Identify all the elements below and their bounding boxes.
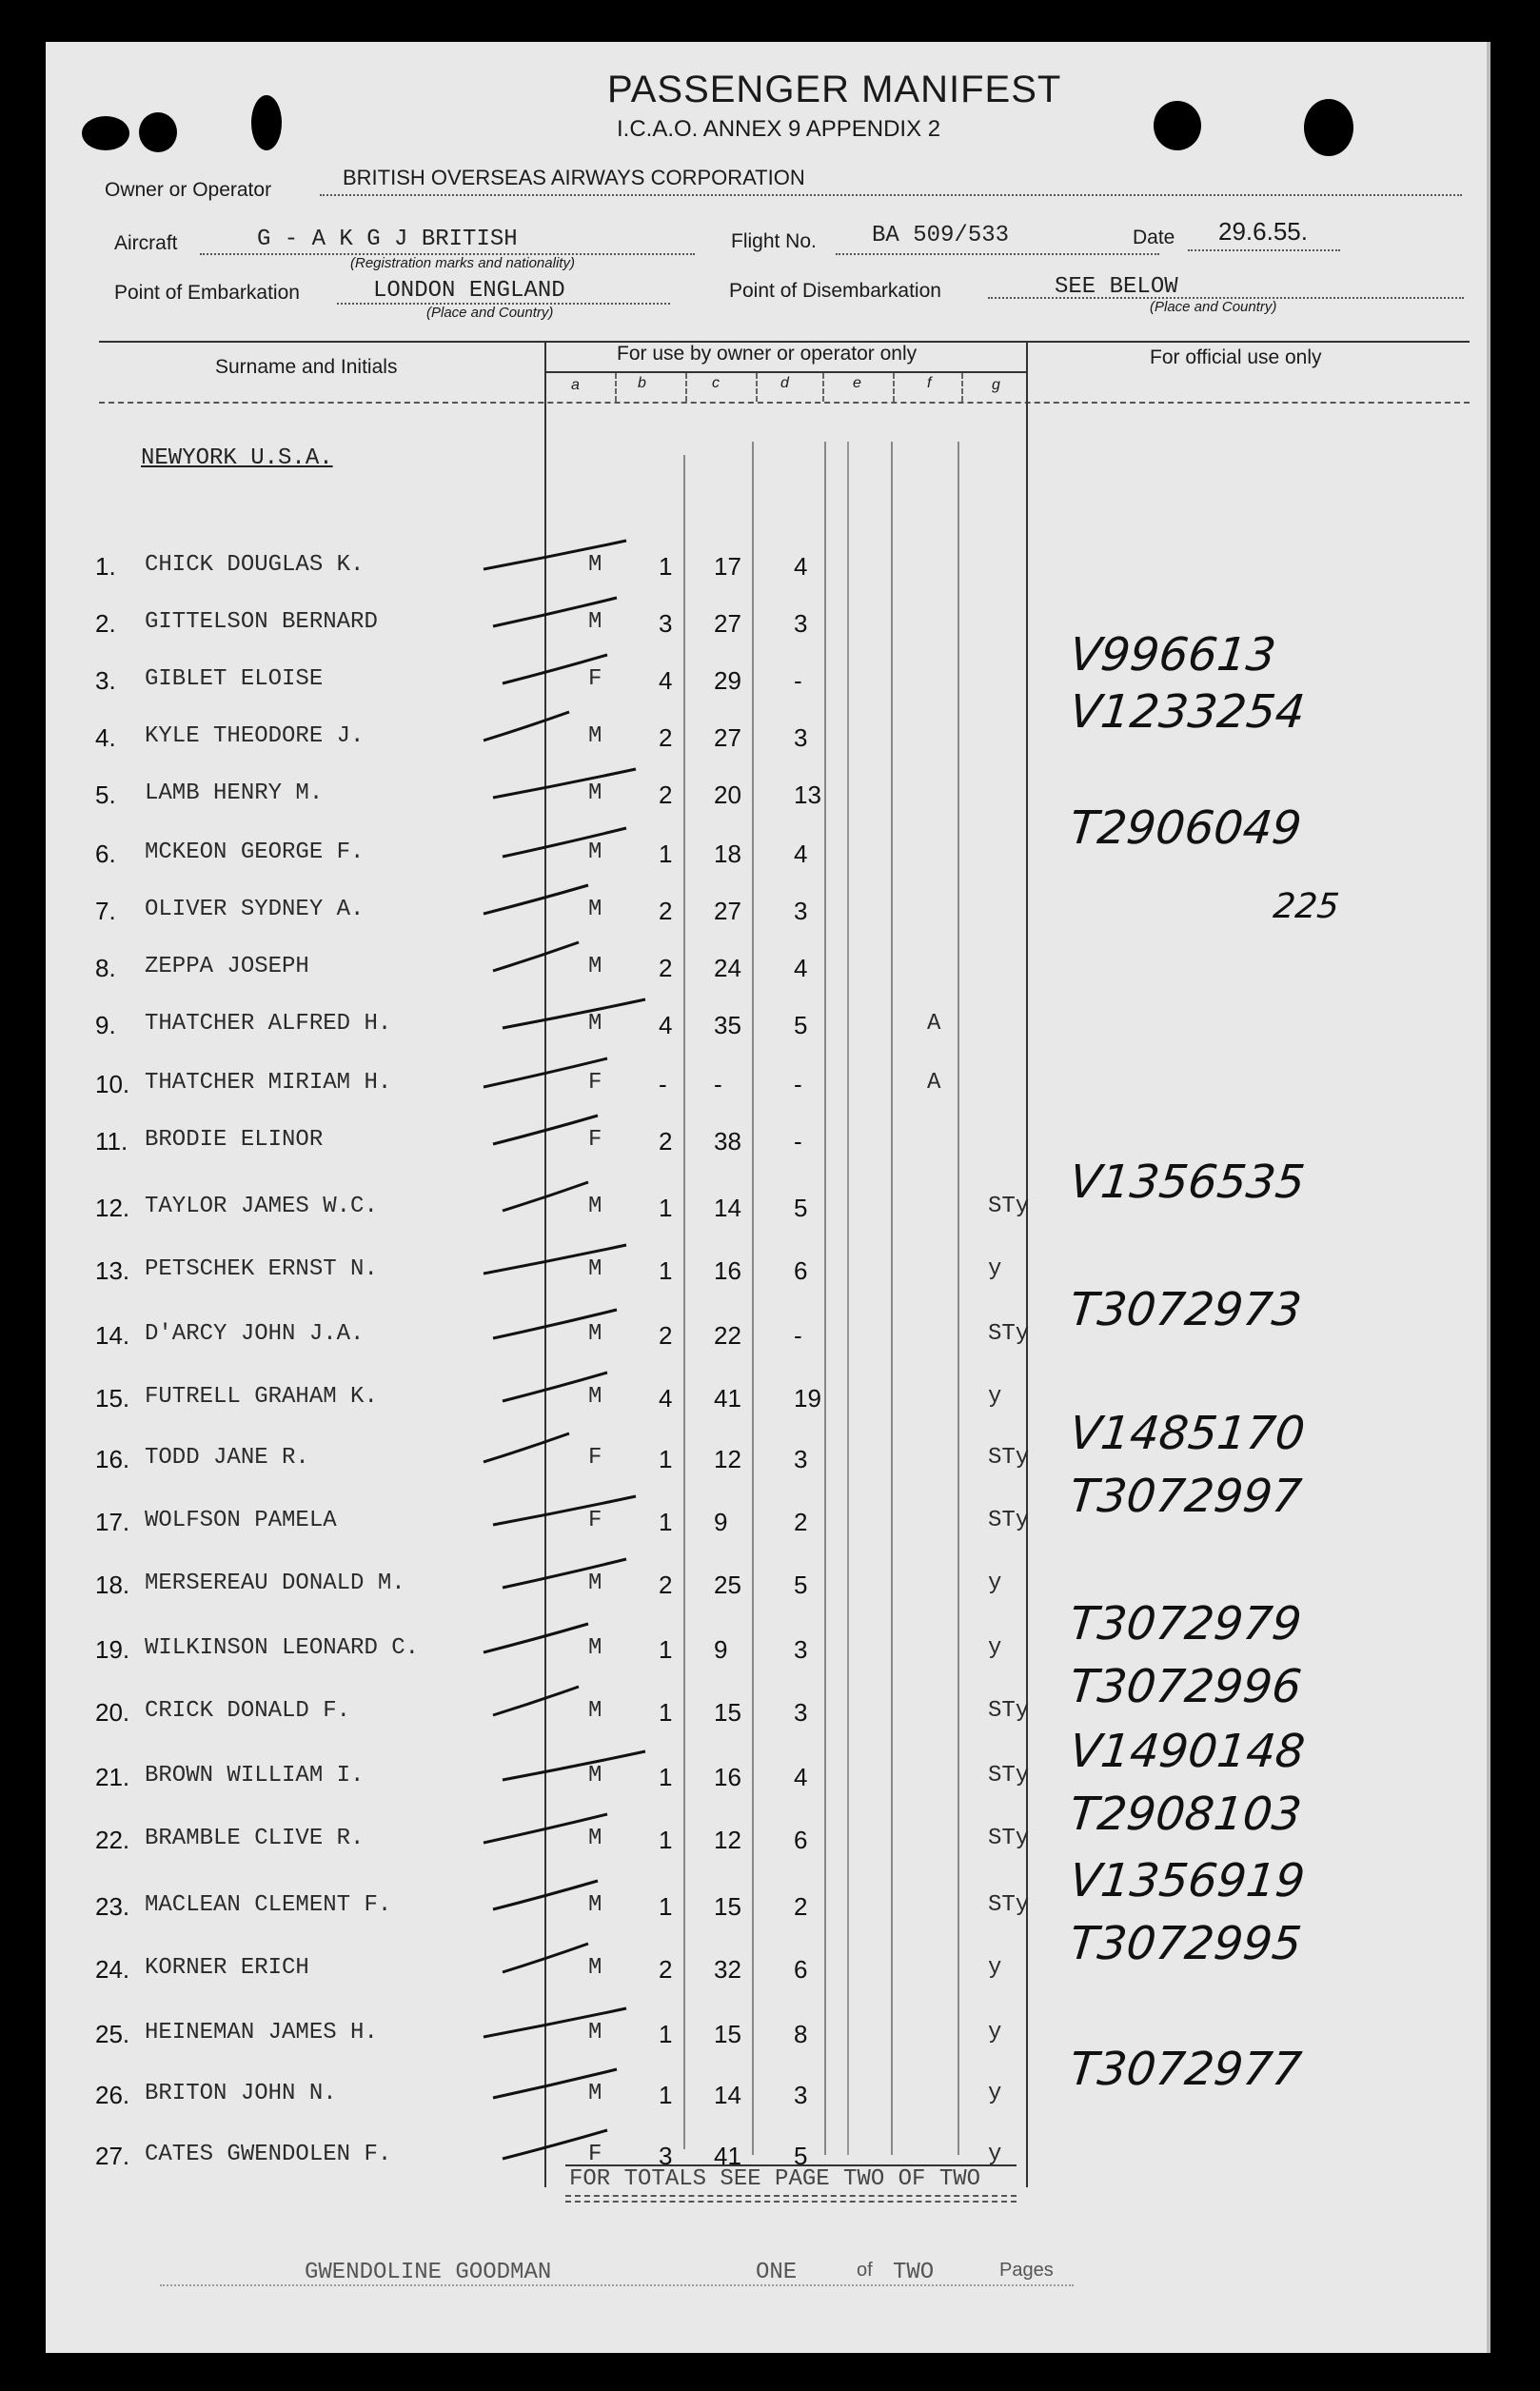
cell-b: 2 bbox=[659, 723, 673, 752]
cell-c: 27 bbox=[714, 609, 741, 638]
cell-d: 5 bbox=[794, 2142, 808, 2170]
cell-d: - bbox=[794, 666, 802, 695]
cell-b: 1 bbox=[659, 1635, 673, 1664]
punch-hole bbox=[251, 95, 282, 150]
cell-b: 3 bbox=[659, 2142, 673, 2170]
cell-d: 3 bbox=[794, 897, 808, 925]
cell-b: 2 bbox=[659, 1321, 673, 1350]
row-number: 23. bbox=[95, 1892, 130, 1921]
table-row bbox=[46, 1070, 1487, 1108]
cell-d: 6 bbox=[794, 1826, 808, 1854]
passenger-name: GIBLET ELOISE bbox=[145, 666, 324, 692]
cell-b: 4 bbox=[659, 1011, 673, 1039]
cell-a: M bbox=[588, 1635, 602, 1661]
cell-d: 4 bbox=[794, 552, 808, 581]
aircraft-label: Aircraft bbox=[114, 232, 178, 254]
aircraft-value: G - A K G J BRITISH bbox=[257, 227, 518, 252]
cell-b: 4 bbox=[659, 1384, 673, 1413]
page-title: PASSENGER MANIFEST bbox=[607, 69, 1062, 110]
cell-c: 20 bbox=[714, 781, 741, 809]
official-handwritten-number: T3072979 bbox=[1067, 1597, 1305, 1650]
punch-hole bbox=[139, 112, 177, 152]
subcol-e: e bbox=[853, 375, 861, 391]
passenger-name: MCKEON GEORGE F. bbox=[145, 840, 365, 865]
table-row bbox=[46, 801, 1487, 878]
cell-a: F bbox=[588, 2142, 602, 2167]
cell-g: STy bbox=[988, 1763, 1030, 1788]
cell-b: 1 bbox=[659, 2020, 673, 2048]
cell-d: 6 bbox=[794, 1256, 808, 1285]
punch-hole bbox=[82, 116, 129, 150]
cell-g: STy bbox=[988, 1445, 1030, 1471]
cell-c: 41 bbox=[714, 2142, 741, 2170]
cell-b: 1 bbox=[659, 1194, 673, 1222]
cell-a: M bbox=[588, 2081, 602, 2106]
official-handwritten-number: T2908103 bbox=[1067, 1788, 1305, 1841]
cell-c: 29 bbox=[714, 666, 741, 695]
table-row bbox=[46, 1470, 1487, 1546]
disembark-label: Point of Disembarkation bbox=[729, 280, 941, 302]
official-handwritten-number: V996613 bbox=[1067, 628, 1279, 682]
subcol-b: b bbox=[638, 375, 646, 391]
table-row bbox=[46, 887, 1487, 935]
row-number: 11. bbox=[95, 1127, 128, 1156]
cell-a: F bbox=[588, 1508, 602, 1533]
cell-c: 15 bbox=[714, 1698, 741, 1727]
cell-a: M bbox=[588, 723, 602, 749]
cell-d: 3 bbox=[794, 609, 808, 638]
passenger-name: HEINEMAN JAMES H. bbox=[145, 2020, 378, 2045]
page-number: ONE bbox=[756, 2260, 798, 2285]
cell-d: 5 bbox=[794, 1011, 808, 1039]
official-handwritten-number: 225 bbox=[1271, 887, 1341, 926]
row-number: 16. bbox=[95, 1445, 130, 1473]
row-number: 25. bbox=[95, 2020, 130, 2048]
official-handwritten-number: V1356919 bbox=[1067, 1854, 1308, 1907]
cell-b: 1 bbox=[659, 552, 673, 581]
cell-g: STy bbox=[988, 1508, 1030, 1533]
passenger-name: ZEPPA JOSEPH bbox=[145, 954, 309, 979]
passenger-name: BRITON JOHN N. bbox=[145, 2081, 337, 2106]
cell-b: 1 bbox=[659, 1826, 673, 1854]
cell-c: 16 bbox=[714, 1763, 741, 1791]
cell-g: y bbox=[988, 2142, 1002, 2167]
row-number: 27. bbox=[95, 2142, 130, 2170]
cell-a: M bbox=[588, 1955, 602, 1981]
cell-b: 1 bbox=[659, 1892, 673, 1921]
cell-c: 24 bbox=[714, 954, 741, 982]
cell-c: 9 bbox=[714, 1635, 728, 1664]
column-name-header: Surname and Initials bbox=[215, 356, 398, 378]
passenger-name: CRICK DONALD F. bbox=[145, 1698, 351, 1724]
cell-c: 15 bbox=[714, 1892, 741, 1921]
table-row bbox=[46, 1011, 1487, 1049]
passenger-name: BROWN WILLIAM I. bbox=[145, 1763, 365, 1788]
date-label: Date bbox=[1133, 227, 1175, 248]
page-subtitle: I.C.A.O. ANNEX 9 APPENDIX 2 bbox=[617, 116, 941, 142]
aircraft-note: (Registration marks and nationality) bbox=[350, 255, 575, 271]
cell-g: y bbox=[988, 1571, 1002, 1596]
cell-b: 2 bbox=[659, 1955, 673, 1984]
cell-d: 4 bbox=[794, 840, 808, 868]
table-row bbox=[46, 1156, 1487, 1232]
cell-f: A bbox=[927, 1011, 941, 1037]
punch-hole bbox=[1154, 101, 1201, 150]
row-number: 2. bbox=[95, 609, 116, 638]
cell-a: M bbox=[588, 1698, 602, 1724]
cell-c: 9 bbox=[714, 1508, 728, 1536]
cell-c: 35 bbox=[714, 1011, 741, 1039]
embark-value: LONDON ENGLAND bbox=[373, 278, 565, 304]
official-handwritten-number: T2906049 bbox=[1067, 801, 1305, 855]
cell-b: 1 bbox=[659, 1445, 673, 1473]
row-number: 18. bbox=[95, 1571, 130, 1599]
cell-b: 2 bbox=[659, 1127, 673, 1156]
cell-a: F bbox=[588, 1445, 602, 1471]
passenger-name: THATCHER ALFRED H. bbox=[145, 1011, 392, 1037]
subcol-d: d bbox=[780, 375, 789, 391]
cell-b: 1 bbox=[659, 2081, 673, 2109]
row-number: 14. bbox=[95, 1321, 130, 1350]
manifest-page bbox=[46, 42, 1491, 2353]
cell-b: - bbox=[659, 1070, 667, 1098]
cell-a: M bbox=[588, 1571, 602, 1596]
cell-c: 15 bbox=[714, 2020, 741, 2048]
column-owner-header: For use by owner or operator only bbox=[617, 343, 918, 365]
cell-c: 22 bbox=[714, 1321, 741, 1350]
row-number: 9. bbox=[95, 1011, 116, 1039]
row-number: 21. bbox=[95, 1763, 130, 1791]
embark-note: (Place and Country) bbox=[426, 305, 554, 321]
passenger-name: D'ARCY JOHN J.A. bbox=[145, 1321, 365, 1347]
cell-d: 3 bbox=[794, 1698, 808, 1727]
signature-line: GWENDOLINE GOODMAN bbox=[305, 2260, 552, 2285]
cell-b: 2 bbox=[659, 897, 673, 925]
subcol-c: c bbox=[712, 375, 720, 391]
cell-a: M bbox=[588, 552, 602, 578]
table-row bbox=[46, 1283, 1487, 1359]
passenger-name: FUTRELL GRAHAM K. bbox=[145, 1384, 378, 1410]
official-handwritten-number: V1485170 bbox=[1067, 1407, 1308, 1460]
table-row bbox=[46, 954, 1487, 992]
cell-g: y bbox=[988, 1635, 1002, 1661]
cell-d: 2 bbox=[794, 1892, 808, 1921]
cell-d: 3 bbox=[794, 1445, 808, 1473]
official-handwritten-number: T3072973 bbox=[1067, 1283, 1305, 1336]
punch-hole bbox=[1304, 99, 1353, 156]
cell-b: 2 bbox=[659, 1571, 673, 1599]
row-number: 6. bbox=[95, 840, 116, 868]
official-handwritten-number: T3072997 bbox=[1067, 1470, 1305, 1523]
cell-c: 16 bbox=[714, 1256, 741, 1285]
table-row bbox=[46, 2043, 1487, 2119]
cell-d: - bbox=[794, 1127, 802, 1156]
official-handwritten-number: T3072996 bbox=[1067, 1660, 1305, 1713]
cell-a: M bbox=[588, 897, 602, 922]
cell-b: 1 bbox=[659, 1763, 673, 1791]
passenger-name: CATES GWENDOLEN F. bbox=[145, 2142, 392, 2167]
cell-b: 1 bbox=[659, 1256, 673, 1285]
cell-g: y bbox=[988, 1955, 1002, 1981]
official-handwritten-number: V1356535 bbox=[1067, 1156, 1308, 1209]
official-handwritten-number: V1490148 bbox=[1067, 1725, 1308, 1778]
official-handwritten-number: T3072995 bbox=[1067, 1917, 1305, 1970]
passenger-name: BRAMBLE CLIVE R. bbox=[145, 1826, 365, 1851]
flight-value: BA 509/533 bbox=[872, 223, 1010, 248]
column-official-header: For official use only bbox=[1150, 346, 1322, 368]
page-total: TWO bbox=[893, 2260, 935, 2285]
cell-g: y bbox=[988, 1256, 1002, 1282]
row-number: 24. bbox=[95, 1955, 130, 1984]
embark-label: Point of Embarkation bbox=[114, 282, 300, 304]
row-number: 4. bbox=[95, 723, 116, 752]
cell-d: 8 bbox=[794, 2020, 808, 2048]
cell-d: 5 bbox=[794, 1571, 808, 1599]
row-number: 1. bbox=[95, 552, 116, 581]
cell-g: y bbox=[988, 2081, 1002, 2106]
cell-c: 17 bbox=[714, 552, 741, 581]
cell-a: M bbox=[588, 2020, 602, 2045]
cell-g: y bbox=[988, 2020, 1002, 2045]
cell-a: M bbox=[588, 1321, 602, 1347]
page-of: of bbox=[857, 2260, 873, 2281]
cell-c: 12 bbox=[714, 1826, 741, 1854]
cell-b: 4 bbox=[659, 666, 673, 695]
official-handwritten-number: V1233254 bbox=[1067, 685, 1308, 739]
passenger-name: PETSCHEK ERNST N. bbox=[145, 1256, 378, 1282]
passenger-name: MACLEAN CLEMENT F. bbox=[145, 1892, 392, 1918]
row-number: 17. bbox=[95, 1508, 130, 1536]
cell-a: F bbox=[588, 1127, 602, 1153]
cell-d: 19 bbox=[794, 1384, 821, 1413]
cell-g: y bbox=[988, 1384, 1002, 1410]
passenger-name: THATCHER MIRIAM H. bbox=[145, 1070, 392, 1096]
disembark-value: SEE BELOW bbox=[1055, 274, 1178, 300]
row-number: 13. bbox=[95, 1256, 130, 1285]
passenger-name: LAMB HENRY M. bbox=[145, 781, 324, 806]
cell-a: F bbox=[588, 1070, 602, 1096]
cell-c: - bbox=[714, 1070, 722, 1098]
passenger-name: TODD JANE R. bbox=[145, 1445, 309, 1471]
cell-g: STy bbox=[988, 1698, 1030, 1724]
cell-d: 2 bbox=[794, 1508, 808, 1536]
cell-d: 13 bbox=[794, 781, 821, 809]
passenger-name: TAYLOR JAMES W.C. bbox=[145, 1194, 378, 1219]
cell-d: 3 bbox=[794, 1635, 808, 1664]
passenger-name: GITTELSON BERNARD bbox=[145, 609, 378, 635]
owner-label: Owner or Operator bbox=[105, 179, 272, 201]
official-handwritten-number: T3072977 bbox=[1067, 2043, 1305, 2096]
cell-c: 14 bbox=[714, 1194, 741, 1222]
row-number: 10. bbox=[95, 1070, 130, 1098]
cell-b: 1 bbox=[659, 1508, 673, 1536]
row-number: 22. bbox=[95, 1826, 130, 1854]
cell-c: 14 bbox=[714, 2081, 741, 2109]
passenger-name: BRODIE ELINOR bbox=[145, 1127, 324, 1153]
cell-d: - bbox=[794, 1070, 802, 1098]
cell-a: F bbox=[588, 666, 602, 692]
subcol-a: a bbox=[571, 377, 580, 393]
cell-a: M bbox=[588, 781, 602, 806]
cell-a: M bbox=[588, 1256, 602, 1282]
destination-heading: NEWYORK U.S.A. bbox=[141, 445, 333, 471]
cell-c: 38 bbox=[714, 1127, 741, 1156]
cell-a: M bbox=[588, 609, 602, 635]
row-number: 8. bbox=[95, 954, 116, 982]
cell-g: STy bbox=[988, 1826, 1030, 1851]
cell-a: M bbox=[588, 1763, 602, 1788]
cell-a: M bbox=[588, 1826, 602, 1851]
cell-g: STy bbox=[988, 1194, 1030, 1219]
cell-d: 4 bbox=[794, 1763, 808, 1791]
cell-c: 27 bbox=[714, 897, 741, 925]
cell-d: 4 bbox=[794, 954, 808, 982]
table-row bbox=[46, 552, 1487, 590]
flight-label: Flight No. bbox=[731, 230, 817, 252]
passenger-name: KORNER ERICH bbox=[145, 1955, 309, 1981]
cell-c: 12 bbox=[714, 1445, 741, 1473]
subcol-g: g bbox=[992, 377, 1000, 393]
subcol-f: f bbox=[927, 375, 932, 391]
cell-c: 32 bbox=[714, 1955, 741, 1984]
table-row bbox=[46, 685, 1487, 761]
date-value: 29.6.55. bbox=[1218, 217, 1308, 246]
passenger-name: KYLE THEODORE J. bbox=[145, 723, 365, 749]
cell-a: M bbox=[588, 840, 602, 865]
passenger-name: CHICK DOUGLAS K. bbox=[145, 552, 365, 578]
cell-a: M bbox=[588, 1194, 602, 1219]
cell-c: 27 bbox=[714, 723, 741, 752]
disembark-note: (Place and Country) bbox=[1150, 299, 1277, 315]
cell-f: A bbox=[927, 1070, 941, 1096]
cell-a: M bbox=[588, 1011, 602, 1037]
cell-d: 5 bbox=[794, 1194, 808, 1222]
cell-b: 3 bbox=[659, 609, 673, 638]
cell-a: M bbox=[588, 1892, 602, 1918]
cell-d: - bbox=[794, 1321, 802, 1350]
passenger-name: MERSEREAU DONALD M. bbox=[145, 1571, 405, 1596]
cell-c: 41 bbox=[714, 1384, 741, 1413]
row-number: 15. bbox=[95, 1384, 130, 1413]
passenger-name: WOLFSON PAMELA bbox=[145, 1508, 337, 1533]
row-number: 5. bbox=[95, 781, 116, 809]
row-number: 12. bbox=[95, 1194, 130, 1222]
cell-c: 18 bbox=[714, 840, 741, 868]
row-number: 3. bbox=[95, 666, 116, 695]
cell-b: 1 bbox=[659, 1698, 673, 1727]
cell-b: 2 bbox=[659, 954, 673, 982]
cell-g: STy bbox=[988, 1321, 1030, 1347]
passenger-name: WILKINSON LEONARD C. bbox=[145, 1635, 420, 1661]
cell-d: 6 bbox=[794, 1955, 808, 1984]
owner-value: BRITISH OVERSEAS AIRWAYS CORPORATION bbox=[343, 166, 805, 189]
row-number: 7. bbox=[95, 897, 116, 925]
row-number: 19. bbox=[95, 1635, 130, 1664]
cell-d: 3 bbox=[794, 723, 808, 752]
cell-g: STy bbox=[988, 1892, 1030, 1918]
cell-b: 2 bbox=[659, 781, 673, 809]
cell-d: 3 bbox=[794, 2081, 808, 2109]
table-row bbox=[46, 1917, 1487, 1993]
row-number: 26. bbox=[95, 2081, 130, 2109]
cell-b: 1 bbox=[659, 840, 673, 868]
cell-a: M bbox=[588, 954, 602, 979]
row-number: 20. bbox=[95, 1698, 130, 1727]
pages-label: Pages bbox=[999, 2260, 1054, 2281]
cell-a: M bbox=[588, 1384, 602, 1410]
passenger-name: OLIVER SYDNEY A. bbox=[145, 897, 365, 922]
cell-c: 25 bbox=[714, 1571, 741, 1599]
totals-note: FOR TOTALS SEE PAGE TWO OF TWO bbox=[569, 2166, 981, 2192]
